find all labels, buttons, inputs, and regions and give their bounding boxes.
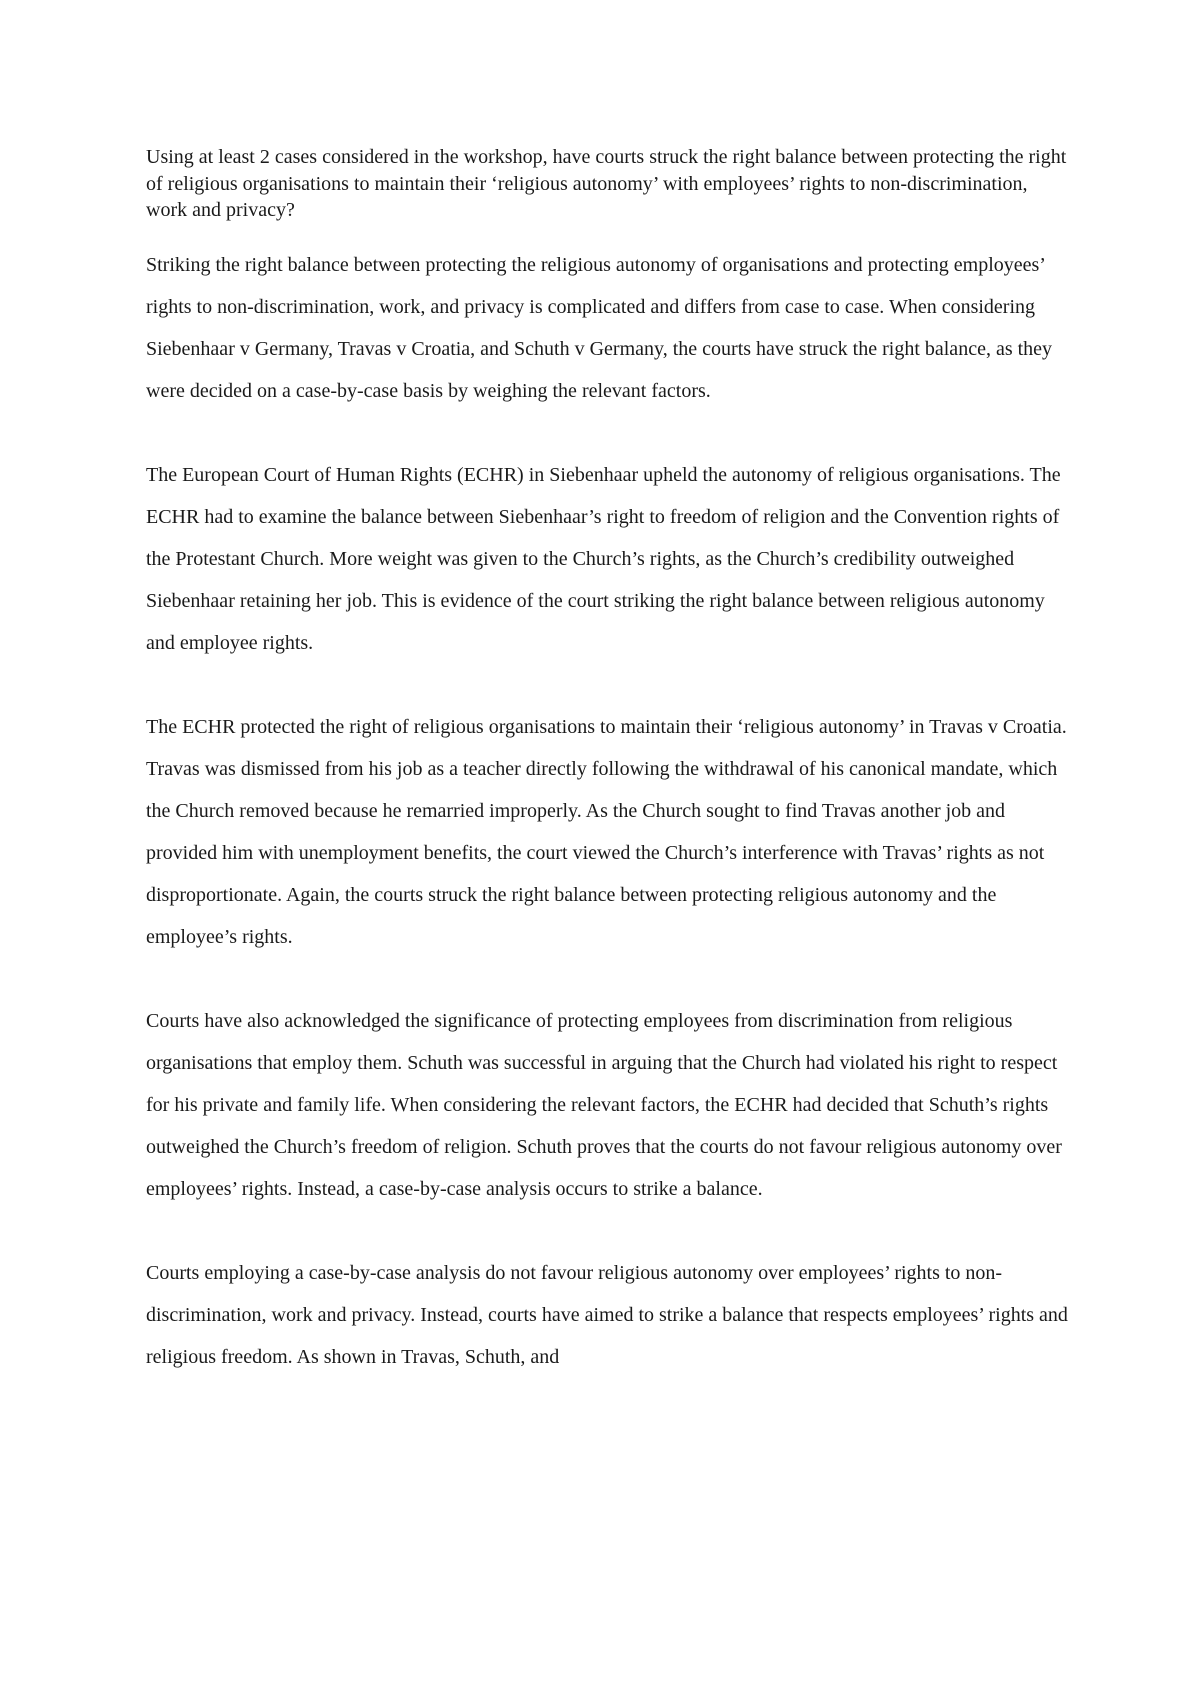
paragraph-schuth: Courts have also acknowledged the significance of protecting employees from discrimination from religious organisations that employ them. Schuth was successful in arguing that the Church had violated his right to respect for his private and family life. When considering the relevant factors, the ECHR had decided that Schuth’s rights outweighed the Church’s freedom of religion. Schuth proves that the courts do not favour religious autonomy over employees’ rights. Instead, a case-by-case analysis occurs to strike a balance. (146, 1009, 1062, 1200)
paragraph-conclusion: Courts employing a case-by-case analysis do not favour religious autonomy over employees’ rights to non-discrimination, work and privacy. Instead, courts have aimed to strike a balance that respects employees’ rights and religious freedom. As shown in Travas, Schuth, and (146, 1261, 1068, 1368)
paragraph-siebenhaar: The European Court of Human Rights (ECHR) in Siebenhaar upheld the autonomy of religious organisations. The ECHR had to examine the balance between Siebenhaar’s right to freedom of religion and the Convention rights of the Protestant Church. More weight was given to the Church’s rights, as the Church’s credibility outweighed Siebenhaar retaining her job. This is evidence of the court striking the right balance between religious autonomy and employee rights. (146, 463, 1061, 654)
document-body (146, 144, 1072, 1420)
paragraph-introduction: Striking the right balance between protecting the religious autonomy of organisations and protecting employees’ rights to non-discrimination, work, and privacy is complicated and differs from case to case. When considering Siebenhaar v Germany, Travas v Croatia, and Schuth v Germany, the courts have struck the right balance, as they were decided on a case-by-case basis by weighing the relevant factors. (146, 253, 1053, 402)
paragraph-travas: The ECHR protected the right of religious organisations to maintain their ‘religious autonomy’ in Travas v Croatia. Travas was dismissed from his job as a teacher directly following the withdrawal of his canonical mandate, which the Church removed because he remarried improperly. As the Church sought to find Travas another job and provided him with unemployment benefits, the court viewed the Church’s interference with Travas’ rights as not disproportionate. Again, the courts struck the right balance between protecting religious autonomy and the employee’s rights. (146, 715, 1067, 948)
essay-question: Using at least 2 cases considered in the workshop, have courts struck the right balance between protecting the right of religious organisations to maintain their ‘religious autonomy’ with employees’ rights to non-discrimination, work and privacy? (146, 146, 1067, 221)
